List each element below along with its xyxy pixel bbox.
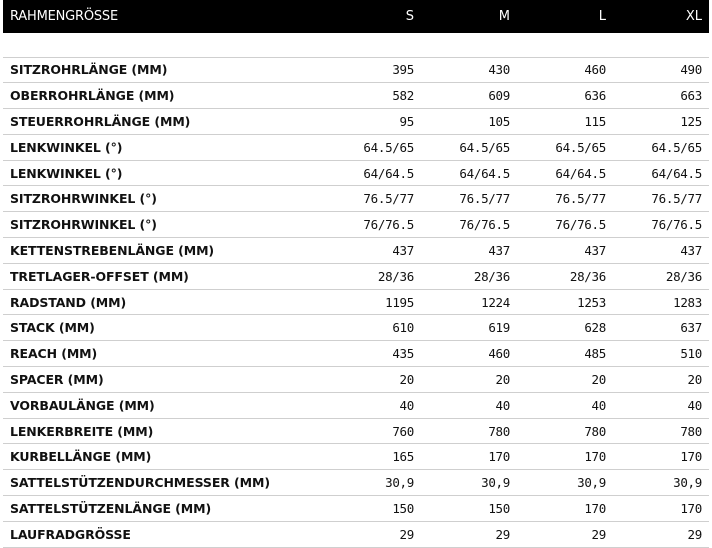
row-label: STEUERROHRLÄNGE (MM) (10, 113, 191, 129)
table-row (3, 289, 709, 315)
value-cell-m: 619 (488, 320, 510, 336)
value-cell-l: 76.5/77 (555, 191, 606, 207)
row-label: OBERROHRLÄNGE (MM) (10, 88, 175, 104)
value-cell-s: 29 (399, 526, 414, 542)
value-cell-xl: 510 (680, 346, 702, 362)
value-cell-s: 165 (392, 449, 414, 465)
value-cell-xl: 28/36 (665, 268, 702, 284)
table-row (3, 418, 709, 444)
row-label: RADSTAND (MM) (10, 294, 127, 310)
geometry-table (3, 0, 709, 548)
value-cell-m: 30,9 (481, 475, 510, 491)
value-cell-m: 76.5/77 (459, 191, 510, 207)
value-cell-s: 64/64.5 (363, 165, 414, 181)
value-cell-l: 29 (591, 526, 606, 542)
value-cell-m: 40 (495, 397, 510, 413)
value-cell-s: 40 (399, 397, 414, 413)
value-cell-s: 20 (399, 371, 414, 387)
size-header-l: L (598, 9, 606, 24)
value-cell-m: 64.5/65 (459, 139, 510, 155)
value-cell-l: 115 (584, 113, 606, 129)
value-cell-s: 30,9 (385, 475, 414, 491)
row-label: TRETLAGER-OFFSET (MM) (10, 268, 189, 284)
value-cell-l: 1253 (577, 294, 606, 310)
value-cell-m: 430 (488, 62, 510, 78)
table-row (3, 315, 709, 341)
value-cell-m: 20 (495, 371, 510, 387)
table-row (3, 238, 709, 264)
value-cell-s: 64.5/65 (363, 139, 414, 155)
value-cell-m: 76/76.5 (459, 217, 510, 233)
value-cell-xl: 64.5/65 (651, 139, 702, 155)
value-cell-xl: 637 (680, 320, 702, 336)
value-cell-l: 170 (584, 500, 606, 516)
value-cell-s: 760 (392, 423, 414, 439)
value-cell-xl: 125 (680, 113, 702, 129)
row-label: LENKERBREITE (MM) (10, 423, 154, 439)
table-row (3, 521, 709, 547)
row-label: LENKWINKEL (°) (10, 165, 123, 181)
value-cell-l: 64/64.5 (555, 165, 606, 181)
size-header-s: S (405, 9, 414, 24)
table-row (3, 367, 709, 393)
value-cell-l: 64.5/65 (555, 139, 606, 155)
row-label: SATTELSTÜTZENDURCHMESSER (MM) (10, 475, 270, 491)
value-cell-xl: 780 (680, 423, 702, 439)
value-cell-xl: 40 (687, 397, 702, 413)
value-cell-xl: 76.5/77 (651, 191, 702, 207)
value-cell-xl: 437 (680, 242, 702, 258)
row-label: SPACER (MM) (10, 371, 104, 387)
value-cell-l: 20 (591, 371, 606, 387)
value-cell-s: 610 (392, 320, 414, 336)
size-header-xl: XL (685, 9, 702, 24)
value-cell-s: 1195 (385, 294, 414, 310)
table-body (3, 33, 709, 547)
row-label: KETTENSTREBENLÄNGE (MM) (10, 242, 215, 258)
value-cell-xl: 663 (680, 88, 702, 104)
size-header-m: M (498, 9, 510, 24)
value-cell-l: 485 (584, 346, 606, 362)
table-header (3, 0, 709, 33)
value-cell-xl: 1283 (673, 294, 702, 310)
value-cell-s: 435 (392, 346, 414, 362)
header-row (3, 0, 709, 33)
value-cell-m: 437 (488, 242, 510, 258)
table-row (3, 212, 709, 238)
table-row (3, 496, 709, 522)
value-cell-s: 150 (392, 500, 414, 516)
frame-size-header: RAHMENGRÖSSE (10, 9, 118, 24)
value-cell-xl: 170 (680, 449, 702, 465)
row-label: LENKWINKEL (°) (10, 139, 123, 155)
value-cell-xl: 170 (680, 500, 702, 516)
value-cell-l: 460 (584, 62, 606, 78)
value-cell-s: 76/76.5 (363, 217, 414, 233)
value-cell-l: 28/36 (569, 268, 606, 284)
value-cell-m: 609 (488, 88, 510, 104)
value-cell-m: 29 (495, 526, 510, 542)
value-cell-s: 395 (392, 62, 414, 78)
value-cell-s: 582 (392, 88, 414, 104)
value-cell-s: 76.5/77 (363, 191, 414, 207)
value-cell-l: 170 (584, 449, 606, 465)
table-row (3, 186, 709, 212)
row-label: SITZROHRWINKEL (°) (10, 191, 157, 207)
row-label: LAUFRADGRÖSSE (10, 526, 131, 542)
row-label: STACK (MM) (10, 320, 95, 336)
value-cell-m: 150 (488, 500, 510, 516)
value-cell-s: 28/36 (377, 268, 414, 284)
value-cell-m: 1224 (481, 294, 510, 310)
table-row (3, 57, 709, 83)
value-cell-l: 636 (584, 88, 606, 104)
value-cell-m: 460 (488, 346, 510, 362)
row-label: SITZROHRWINKEL (°) (10, 217, 157, 233)
table-row (3, 444, 709, 470)
value-cell-m: 64/64.5 (459, 165, 510, 181)
row-label: KURBELLÄNGE (MM) (10, 449, 152, 465)
value-cell-m: 105 (488, 113, 510, 129)
value-cell-l: 437 (584, 242, 606, 258)
table-row (3, 341, 709, 367)
value-cell-l: 628 (584, 320, 606, 336)
value-cell-l: 76/76.5 (555, 217, 606, 233)
header-spacer (3, 33, 709, 57)
value-cell-l: 40 (591, 397, 606, 413)
row-label: SATTELSTÜTZENLÄNGE (MM) (10, 500, 212, 516)
value-cell-s: 437 (392, 242, 414, 258)
value-cell-xl: 29 (687, 526, 702, 542)
value-cell-xl: 20 (687, 371, 702, 387)
value-cell-l: 780 (584, 423, 606, 439)
value-cell-m: 780 (488, 423, 510, 439)
table-row (3, 109, 709, 135)
row-label: VORBAULÄNGE (MM) (10, 397, 155, 413)
value-cell-xl: 490 (680, 62, 702, 78)
value-cell-s: 95 (399, 113, 414, 129)
table-row (3, 392, 709, 418)
geometry-table-container (3, 0, 709, 548)
row-label: SITZROHRLÄNGE (MM) (10, 62, 168, 78)
row-label: REACH (MM) (10, 346, 98, 362)
table-row (3, 134, 709, 160)
value-cell-l: 30,9 (577, 475, 606, 491)
value-cell-m: 28/36 (473, 268, 510, 284)
value-cell-xl: 64/64.5 (651, 165, 702, 181)
value-cell-xl: 76/76.5 (651, 217, 702, 233)
table-row (3, 263, 709, 289)
table-row (3, 83, 709, 109)
table-row (3, 470, 709, 496)
value-cell-xl: 30,9 (673, 475, 702, 491)
value-cell-m: 170 (488, 449, 510, 465)
table-row (3, 160, 709, 186)
